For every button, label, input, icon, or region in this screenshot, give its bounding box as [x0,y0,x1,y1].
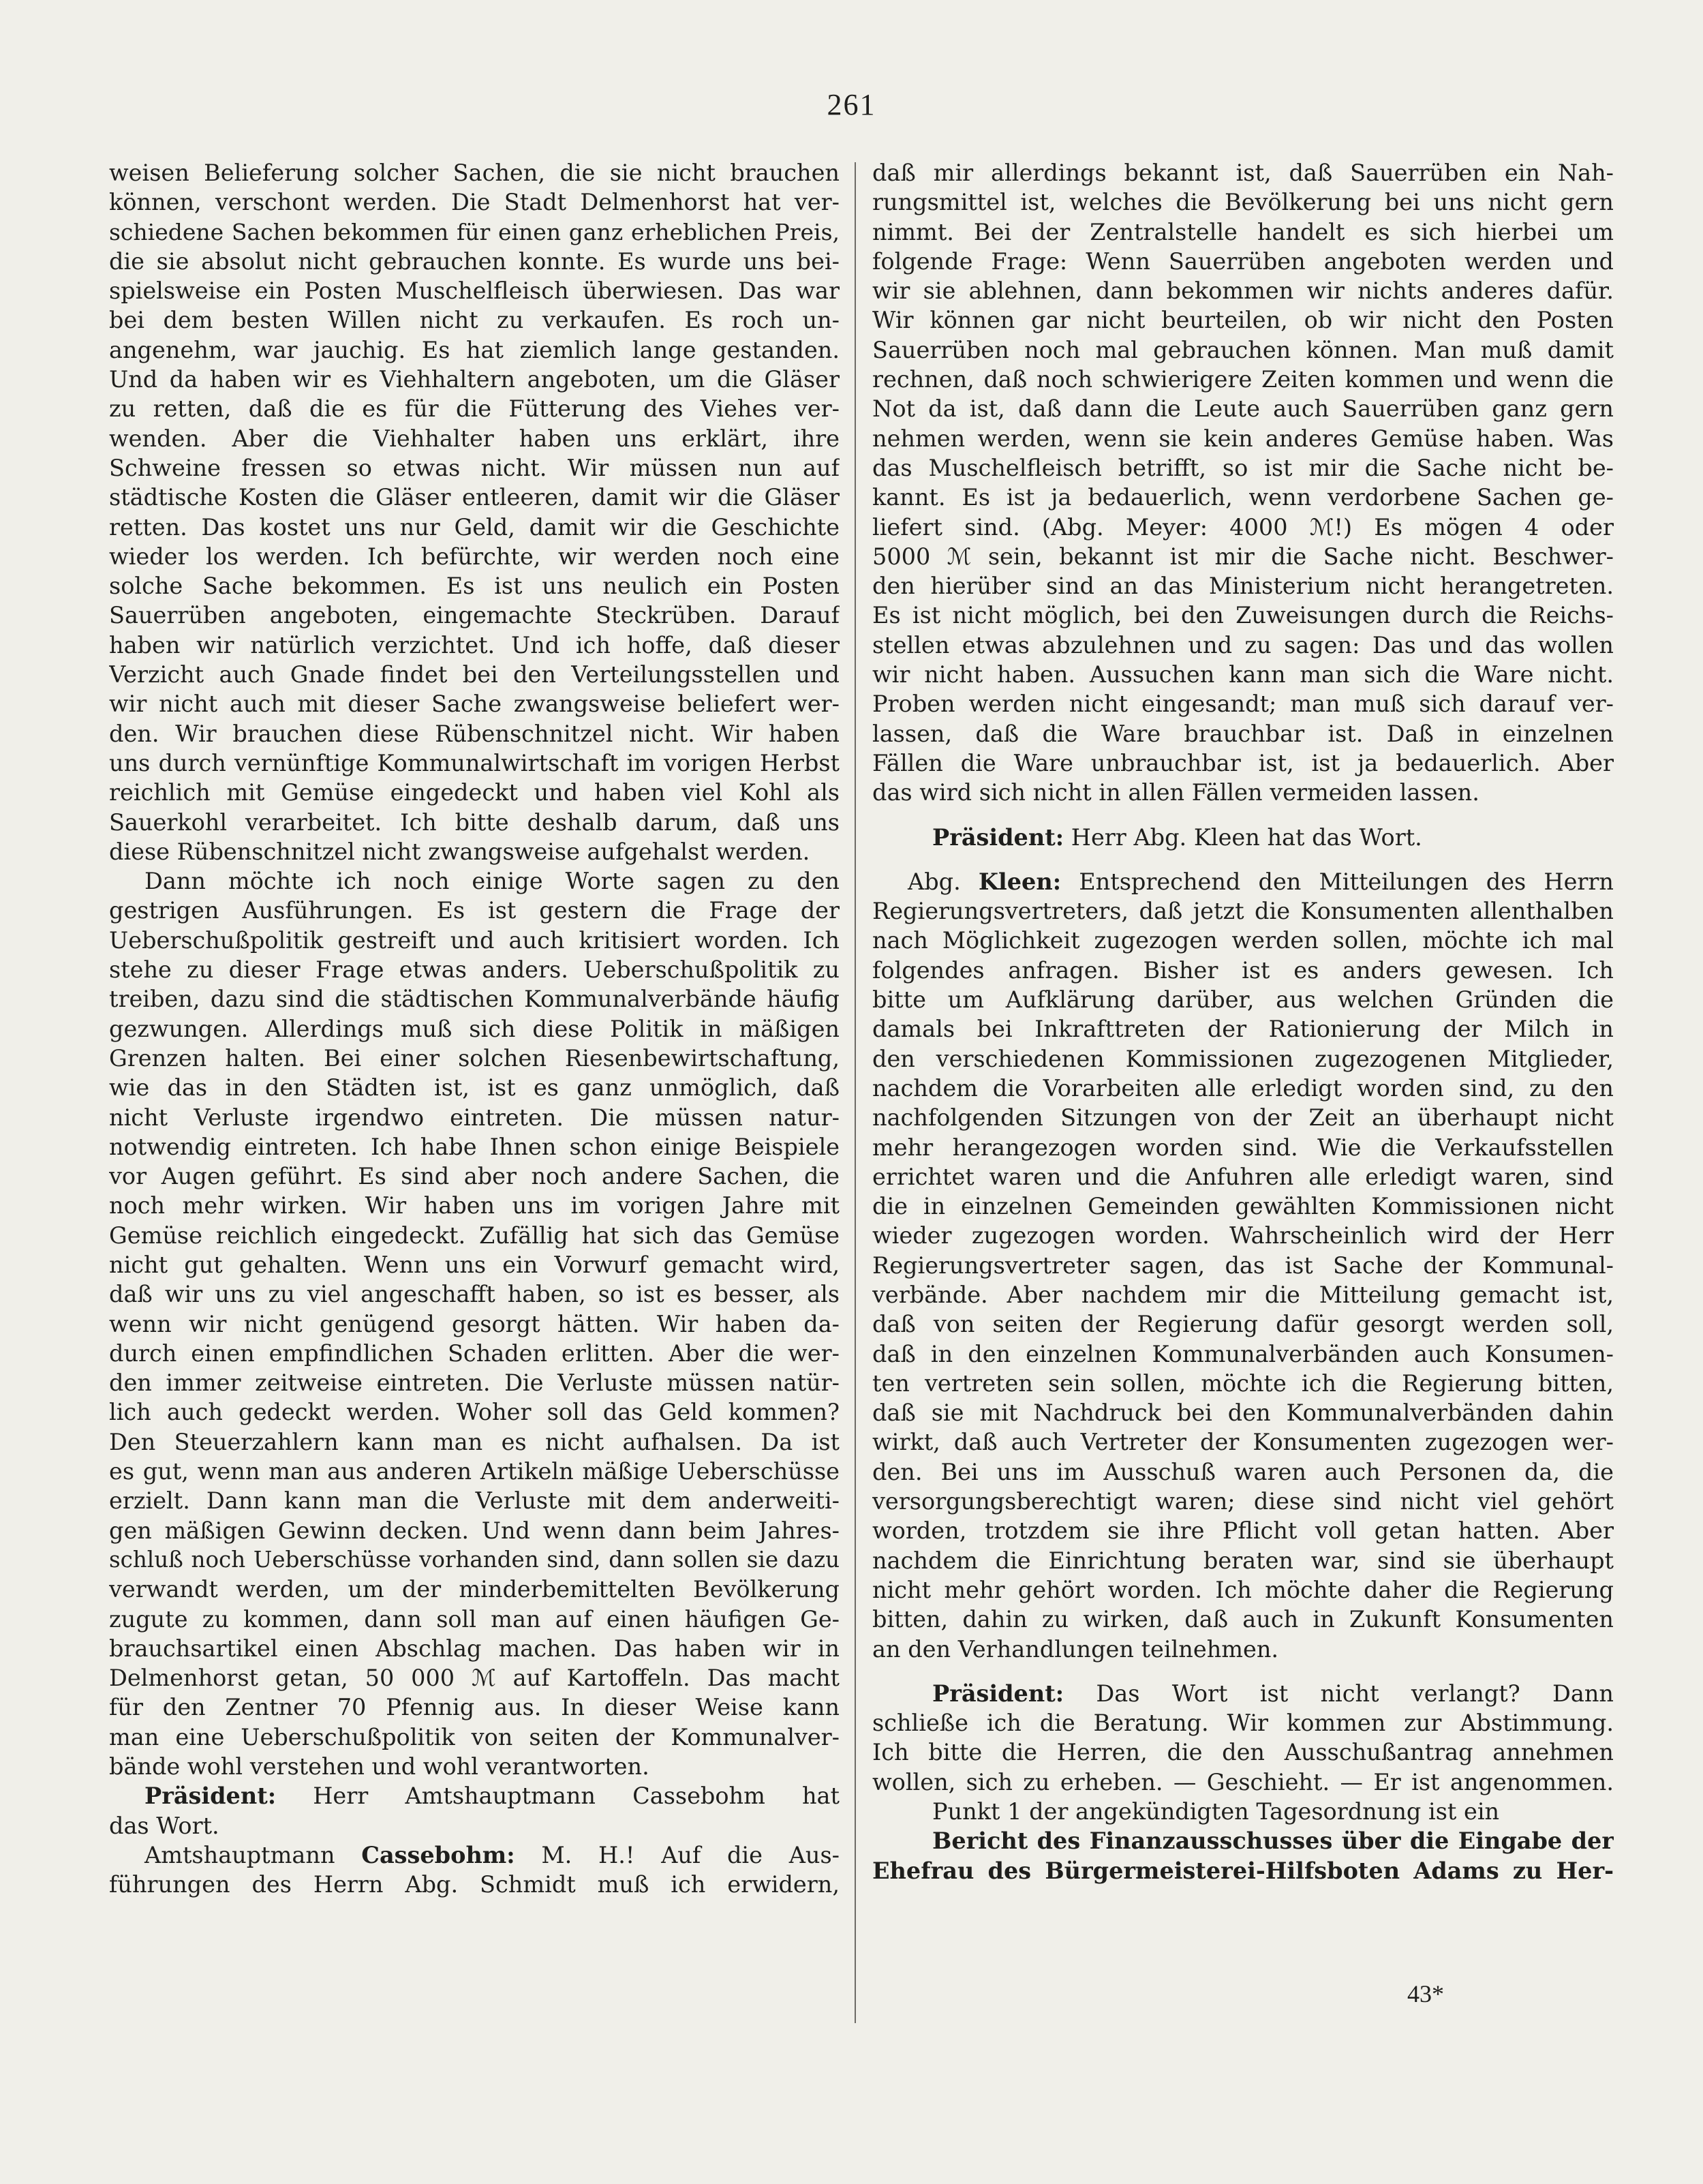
text-line: worden, trotzdem sie ihre Pflicht voll getan hatten. Aber [872,1517,1614,1545]
column-rule [855,162,856,2023]
text-line: führungen des Herrn Abg. Schmidt muß ich erwidern, [109,1871,840,1898]
speaker-prefix: Amtshauptmann [144,1841,335,1868]
text-line: den. Wir brauchen diese Rübenschnitzel nicht. Wir haben [109,720,840,747]
text-line: erzielt. Dann kann man die Verluste mit dem anderweiti- [109,1487,840,1515]
statement-text: M. H.! Auf die Aus- [541,1841,840,1868]
text-line: gen mäßigen Gewinn decken. Und wenn dann beim Jahres- [109,1517,840,1544]
signature-mark: 43* [1407,1980,1444,2007]
text-line: gezwungen. Allerdings muß sich diese Politik in mäßigen [109,1015,840,1042]
text-line: schiedene Sachen bekommen für einen ganz erheblichen Preis, [109,218,840,245]
speaker-prefix: Abg. [908,868,961,895]
text-line: Es ist nicht möglich, bei den Zuweisungen durch die Reichs- [872,602,1614,629]
text-line: daß in den einzelnen Kommunalverbänden auch Konsumen- [872,1340,1614,1367]
text-line: haben wir natürlich verzichtet. Und ich hoffe, daß dieser [109,631,840,658]
text-line: Verzicht auch Gnade findet bei den Verteilungsstellen und [109,661,840,688]
text-line: daß von seiten der Regierung dafür gesorgt werden soll, [872,1311,1614,1338]
text-line: folgendes anfragen. Bisher ist es anders gewesen. Ich [872,956,1614,984]
text-line: angenehm, war jauchig. Es hat ziemlich lange gestanden. [109,336,840,363]
text-line: folgende Frage: Wenn Sauerrüben angeboten werden und [872,247,1614,275]
text-line: treiben, dazu sind die städtischen Kommunalverbände häufig [109,986,840,1013]
text-line: schließe ich die Beratung. Wir kommen zur Abstimmung. [872,1710,1614,1737]
text-line: für den Zentner 70 Pfennig aus. In dieser Weise kann [109,1694,840,1721]
statement-text: Herr Abg. Kleen hat das Wort. [1071,823,1422,851]
president-statement [872,1679,1614,1708]
text-line: vor Augen geführt. Es sind aber noch andere Sachen, die [109,1163,840,1190]
president-statement [109,1781,840,1810]
text-line: errichtet waren und die Anfuhren alle erledigt waren, sind [872,1163,1614,1190]
text-line: schluß noch Ueberschüsse vorhanden sind, dann sollen sie dazu [109,1546,840,1573]
text-line: ten vertreten sein sollen, möchte ich die Regierung bitten, [872,1369,1614,1397]
speaker-name: Kleen: [978,868,1062,895]
text-line: durch einen empfindlichen Schaden erlitten. Aber die wer- [109,1339,840,1367]
text-line: damals bei Inkrafttreten der Rationierung der Milch in [872,1016,1614,1043]
text-line: den hierüber sind an das Ministerium nicht herangetreten. [872,573,1614,600]
president-statement [872,823,1614,852]
text-line: die sie absolut nicht gebrauchen konnte. Es wurde uns bei- [109,247,840,275]
text-line: daß mir allerdings bekannt ist, daß Sauerrüben ein Nah- [872,160,1614,186]
text-line: zugute zu kommen, dann soll man auf einen häufigen Ge- [109,1605,840,1633]
text-line: den immer zeitweise eintreten. Die Verluste müssen natür- [109,1369,840,1397]
text-line: Und da haben wir es Viehhaltern angeboten, um die Gläser [109,366,840,393]
text-line: 5000 ℳ sein, bekannt ist mir die Sache nicht. Beschwer- [872,543,1614,570]
text-line: das wird sich nicht in allen Fällen vermeiden lassen. [872,779,1479,806]
text-line: Schweine fressen so etwas nicht. Wir müssen nun auf [109,454,840,481]
text-line: weisen Belieferung solcher Sachen, die sie nicht brauchen [109,160,840,186]
text-line: uns durch vernünftige Kommunalwirtschaft im vorigen Herbst [109,749,840,776]
text-line: bände wohl verstehen und wohl verantworten. [109,1753,649,1780]
statement-text: Das Wort ist nicht verlangt? Dann [1096,1680,1614,1707]
text-line: können, verschont werden. Die Stadt Delmenhorst hat ver- [109,189,840,216]
text-line: diese Rübenschnitzel nicht zwangsweise aufgehalst werden. [109,838,810,865]
text-line: nach Möglichkeit zugezogen werden sollen, möchte ich mal [872,927,1614,954]
text-line: solche Sache bekommen. Es ist uns neulich ein Posten [109,573,840,600]
text-line: rechnen, daß noch schwierigere Zeiten kommen und wenn die [872,366,1614,393]
text-line: Proben werden nicht eingesandt; man muß sich darauf ver- [872,691,1614,718]
text-line: daß wir uns zu viel angeschafft haben, so ist es besser, als [109,1281,840,1308]
left-column [109,158,840,1900]
text-line: den verschiedenen Kommissionen zugezogenen Mitglieder, [872,1045,1614,1072]
text-line: die in einzelnen Gemeinden gewählten Kommissionen nicht [872,1193,1614,1220]
text-line: verbände. Aber nachdem mir die Mitteilung gemacht ist, [872,1281,1614,1308]
text-line: mehr herangezogen worden sind. Wie die Verkaufsstellen [872,1134,1614,1161]
text-line: brauchsartikel einen Abschlag machen. Das haben wir in [109,1635,840,1662]
text-line: nimmt. Bei der Zentralstelle handelt es sich hierbei um [872,218,1614,245]
text-line: wir nicht auch mit dieser Sache zwangsweise beliefert wer- [109,691,840,718]
text-line: Gemüse reichlich eingedeckt. Zufällig hat sich das Gemüse [109,1222,840,1249]
text-line: bitten, dahin zu wirken, daß auch in Zukunft Konsumenten [872,1606,1614,1633]
speaker-statement [872,867,1614,896]
text-line: lich auch gedeckt werden. Woher soll das Geld kommen? [109,1399,840,1426]
speaker-label: Präsident: [144,1783,277,1810]
agenda-intro: Punkt 1 der angekündigten Tagesordnung ist ein [932,1798,1500,1825]
text-line: Sauerkohl verarbeitet. Ich bitte deshalb darum, daß uns [109,808,840,836]
speaker-label: Präsident: [932,823,1064,851]
agenda-heading: Ehefrau des Bürgermeisterei-Hilfsboten Adams zu Her- [872,1857,1614,1884]
text-line: an den Verhandlungen teilnehmen. [872,1635,1279,1663]
text-line: gestrigen Ausführungen. Es ist gestern die Frage der [109,897,840,924]
speaker-label: Präsident: [932,1680,1064,1707]
text-line: Ueberschußpolitik gestreift und auch kritisiert worden. Ich [109,926,840,954]
text-line: wieder los werden. Ich befürchte, wir werden noch eine [109,543,840,570]
text-line: versorgungsberechtigt waren; diese sind nicht viel gehört [872,1488,1614,1515]
text-line: reichlich mit Gemüse eingedeckt und haben viel Kohl als [109,779,840,806]
text-line: nachdem die Einrichtung beraten war, sind sie überhaupt [872,1547,1614,1574]
text-line: nicht Verluste irgendwo eintreten. Die müssen natur- [109,1104,840,1131]
text-line: wieder zugezogen worden. Wahrscheinlich wird der Herr [872,1222,1614,1249]
statement-text: Entsprechend den Mitteilungen des Herrn [1079,868,1614,895]
text-line: wenn wir nicht genügend gesorgt hätten. Wir haben da- [109,1310,840,1337]
text-line: Wir können gar nicht beurteilen, ob wir nicht den Posten [872,307,1614,334]
text-line: daß sie mit Nachdruck bei den Kommunalverbänden dahin [872,1399,1614,1427]
text-line: stehe zu dieser Frage etwas anders. Ueberschußpolitik zu [109,956,840,984]
speaker-name: Cassebohm: [361,1841,515,1868]
agenda-heading: Bericht des Finanzausschusses über die Eingabe der [932,1827,1614,1855]
text-line: Sauerrüben angeboten, eingemachte Steckrüben. Darauf [109,602,840,629]
text-line: wollen, sich zu erheben. — Geschieht. — Er ist angenommen. [872,1768,1614,1795]
text-line: es gut, wenn man aus anderen Artikeln mäßige Ueberschüsse [109,1458,840,1485]
text-line: retten. Das kostet uns nur Geld, damit wir die Geschichte [109,513,840,541]
text-line: zu retten, daß die es für die Fütterung des Viehes ver- [109,395,840,423]
text-line: stellen etwas abzulehnen und zu sagen: Das und das wollen [872,631,1614,658]
text-line: noch mehr wirken. Wir haben uns im vorigen Jahre mit [109,1192,840,1219]
text-line: Not da ist, daß dann die Leute auch Sauerrüben ganz gern [872,395,1614,423]
text-line: nachfolgenden Sitzungen von der Zeit an überhaupt nicht [872,1104,1614,1132]
text-line: Sauerrüben noch mal gebrauchen können. Man muß damit [872,336,1614,363]
text-line: Ich bitte die Herren, die den Ausschußantrag annehmen [872,1739,1614,1766]
text-line: lassen, daß die Ware brauchbar ist. Daß in einzelnen [872,720,1614,747]
text-line: nicht mehr gehört worden. Ich möchte daher die Regierung [872,1576,1614,1603]
text-line: Grenzen halten. Bei einer solchen Riesenbewirtschaftung, [109,1044,840,1072]
text-line: den. Bei uns im Ausschuß waren auch Personen da, die [872,1458,1614,1485]
text-line: das Wort. [109,1812,219,1839]
speaker-statement [109,1840,840,1870]
text-line: Den Steuerzahlern kann man es nicht aufhalsen. Da ist [109,1428,840,1455]
text-line: verwandt werden, um der minderbemittelten Bevölkerung [109,1576,840,1603]
text-line: liefert sind. (Abg. Meyer: 4000 ℳ!) Es mögen 4 oder [872,513,1614,541]
page-number: 261 [827,88,876,121]
text-line: nachdem die Vorarbeiten alle erledigt worden sind, zu den [872,1074,1614,1102]
text-line: notwendig eintreten. Ich habe Ihnen schon einige Beispiele [109,1133,840,1160]
statement-text: Herr Amtshauptmann Cassebohm hat [313,1783,840,1810]
text-line: nehmen werden, wenn sie kein anderes Gemüse haben. Was [872,425,1614,452]
text-line: Regierungsvertreters, daß jetzt die Konsumenten allenthalben [872,898,1614,925]
text-line: wirkt, daß auch Vertreter der Konsumenten zugezogen wer- [872,1429,1614,1456]
text-line: Regierungsvertreter sagen, das ist Sache der Kommunal- [872,1252,1614,1279]
text-line: Fällen die Ware unbrauchbar ist, ist ja bedauerlich. Aber [872,749,1614,776]
text-line: rungsmittel ist, welches die Bevölkerung bei uns nicht gern [872,189,1614,216]
text-line: städtische Kosten die Gläser entleeren, damit wir die Gläser [109,484,840,511]
right-column [872,158,1614,1885]
text-line: wir nicht haben. Aussuchen kann man sich die Ware nicht. [872,661,1614,688]
text-line: nicht gut gehalten. Wenn uns ein Vorwurf gemacht wird, [109,1251,840,1278]
text-line: wenden. Aber die Viehhalter haben uns erklärt, ihre [109,425,840,452]
text-line: wir sie ablehnen, dann bekommen wir nichts anderes dafür. [872,277,1614,305]
text-line: Dann möchte ich noch einige Worte sagen zu den [144,868,840,895]
text-line: das Muschelfleisch betrifft, so ist mir die Sache nicht be- [872,454,1614,481]
text-line: kannt. Es ist ja bedauerlich, wenn verdorbene Sachen ge- [872,484,1614,511]
text-line: spielsweise ein Posten Muschelfleisch überwiesen. Das war [109,277,840,305]
text-line: wie das in den Städten ist, ist es ganz unmöglich, daß [109,1074,840,1102]
text-line: bei dem besten Willen nicht zu verkaufen. Es roch un- [109,307,840,334]
text-line: bitte um Aufklärung darüber, aus welchen Gründen die [872,986,1614,1014]
text-line: Delmenhorst getan, 50 000 ℳ auf Kartoffeln. Das macht [109,1665,840,1692]
text-line: man eine Ueberschußpolitik von seiten der Kommunalver- [109,1723,840,1750]
